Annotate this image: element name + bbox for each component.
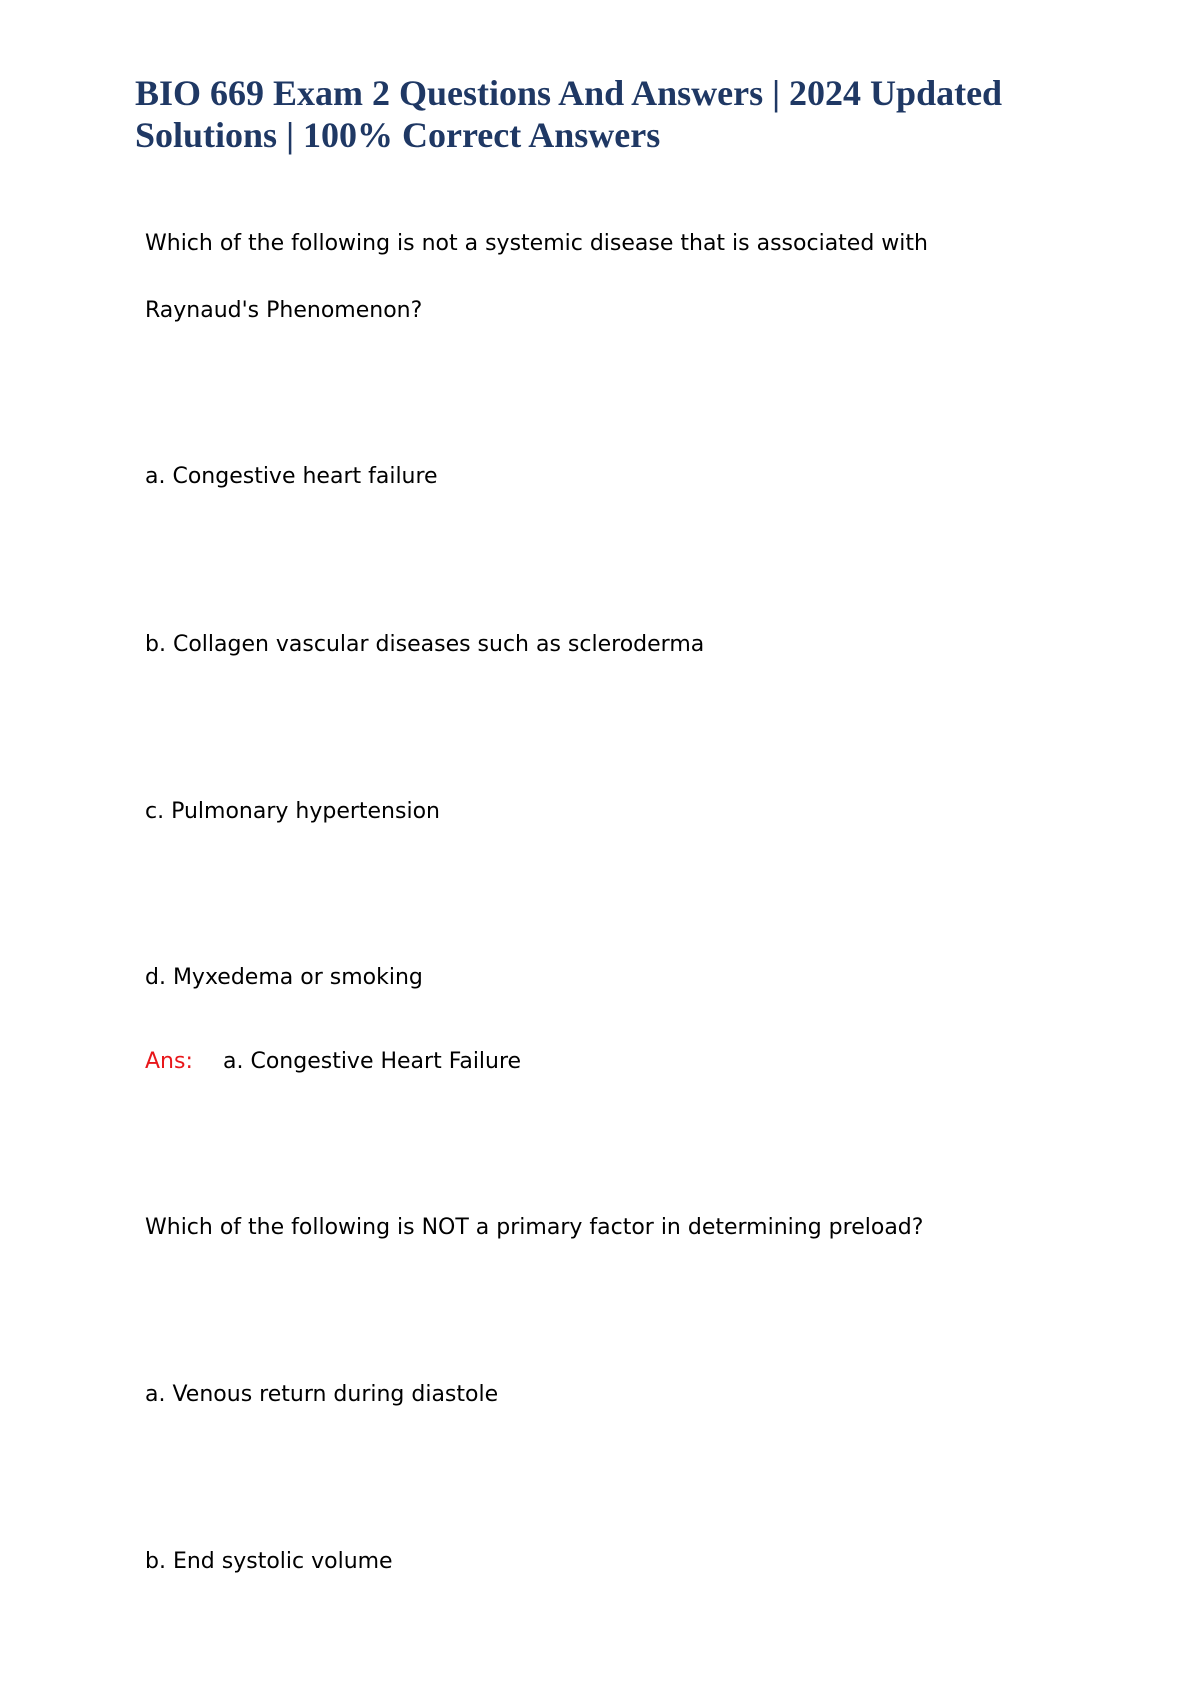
question-1-text-line-1: Which of the following is not a systemic disease that is associated with — [145, 231, 928, 256]
answer-label: Ans: — [145, 1049, 193, 1074]
question-1-text-line-2: Raynaud's Phenomenon? — [145, 298, 423, 323]
question-2-option-a: a. Venous return during diastole — [145, 1382, 499, 1407]
question-2-option-b: b. End systolic volume — [145, 1549, 393, 1574]
question-1-option-d: d. Myxedema or smoking — [145, 965, 423, 990]
answer-text: a. Congestive Heart Failure — [223, 1049, 522, 1074]
page-title: BIO 669 Exam 2 Questions And Answers | 2024 Updated Solutions | 100% Correct Answers — [135, 73, 1003, 155]
question-2-text-line-1: Which of the following is NOT a primary factor in determining preload? — [145, 1215, 924, 1240]
question-1-option-c: c. Pulmonary hypertension — [145, 799, 440, 824]
question-1-answer — [145, 1048, 522, 1076]
question-1-option-b: b. Collagen vascular diseases such as scleroderma — [145, 632, 705, 657]
question-1-option-a: a. Congestive heart failure — [145, 464, 438, 489]
